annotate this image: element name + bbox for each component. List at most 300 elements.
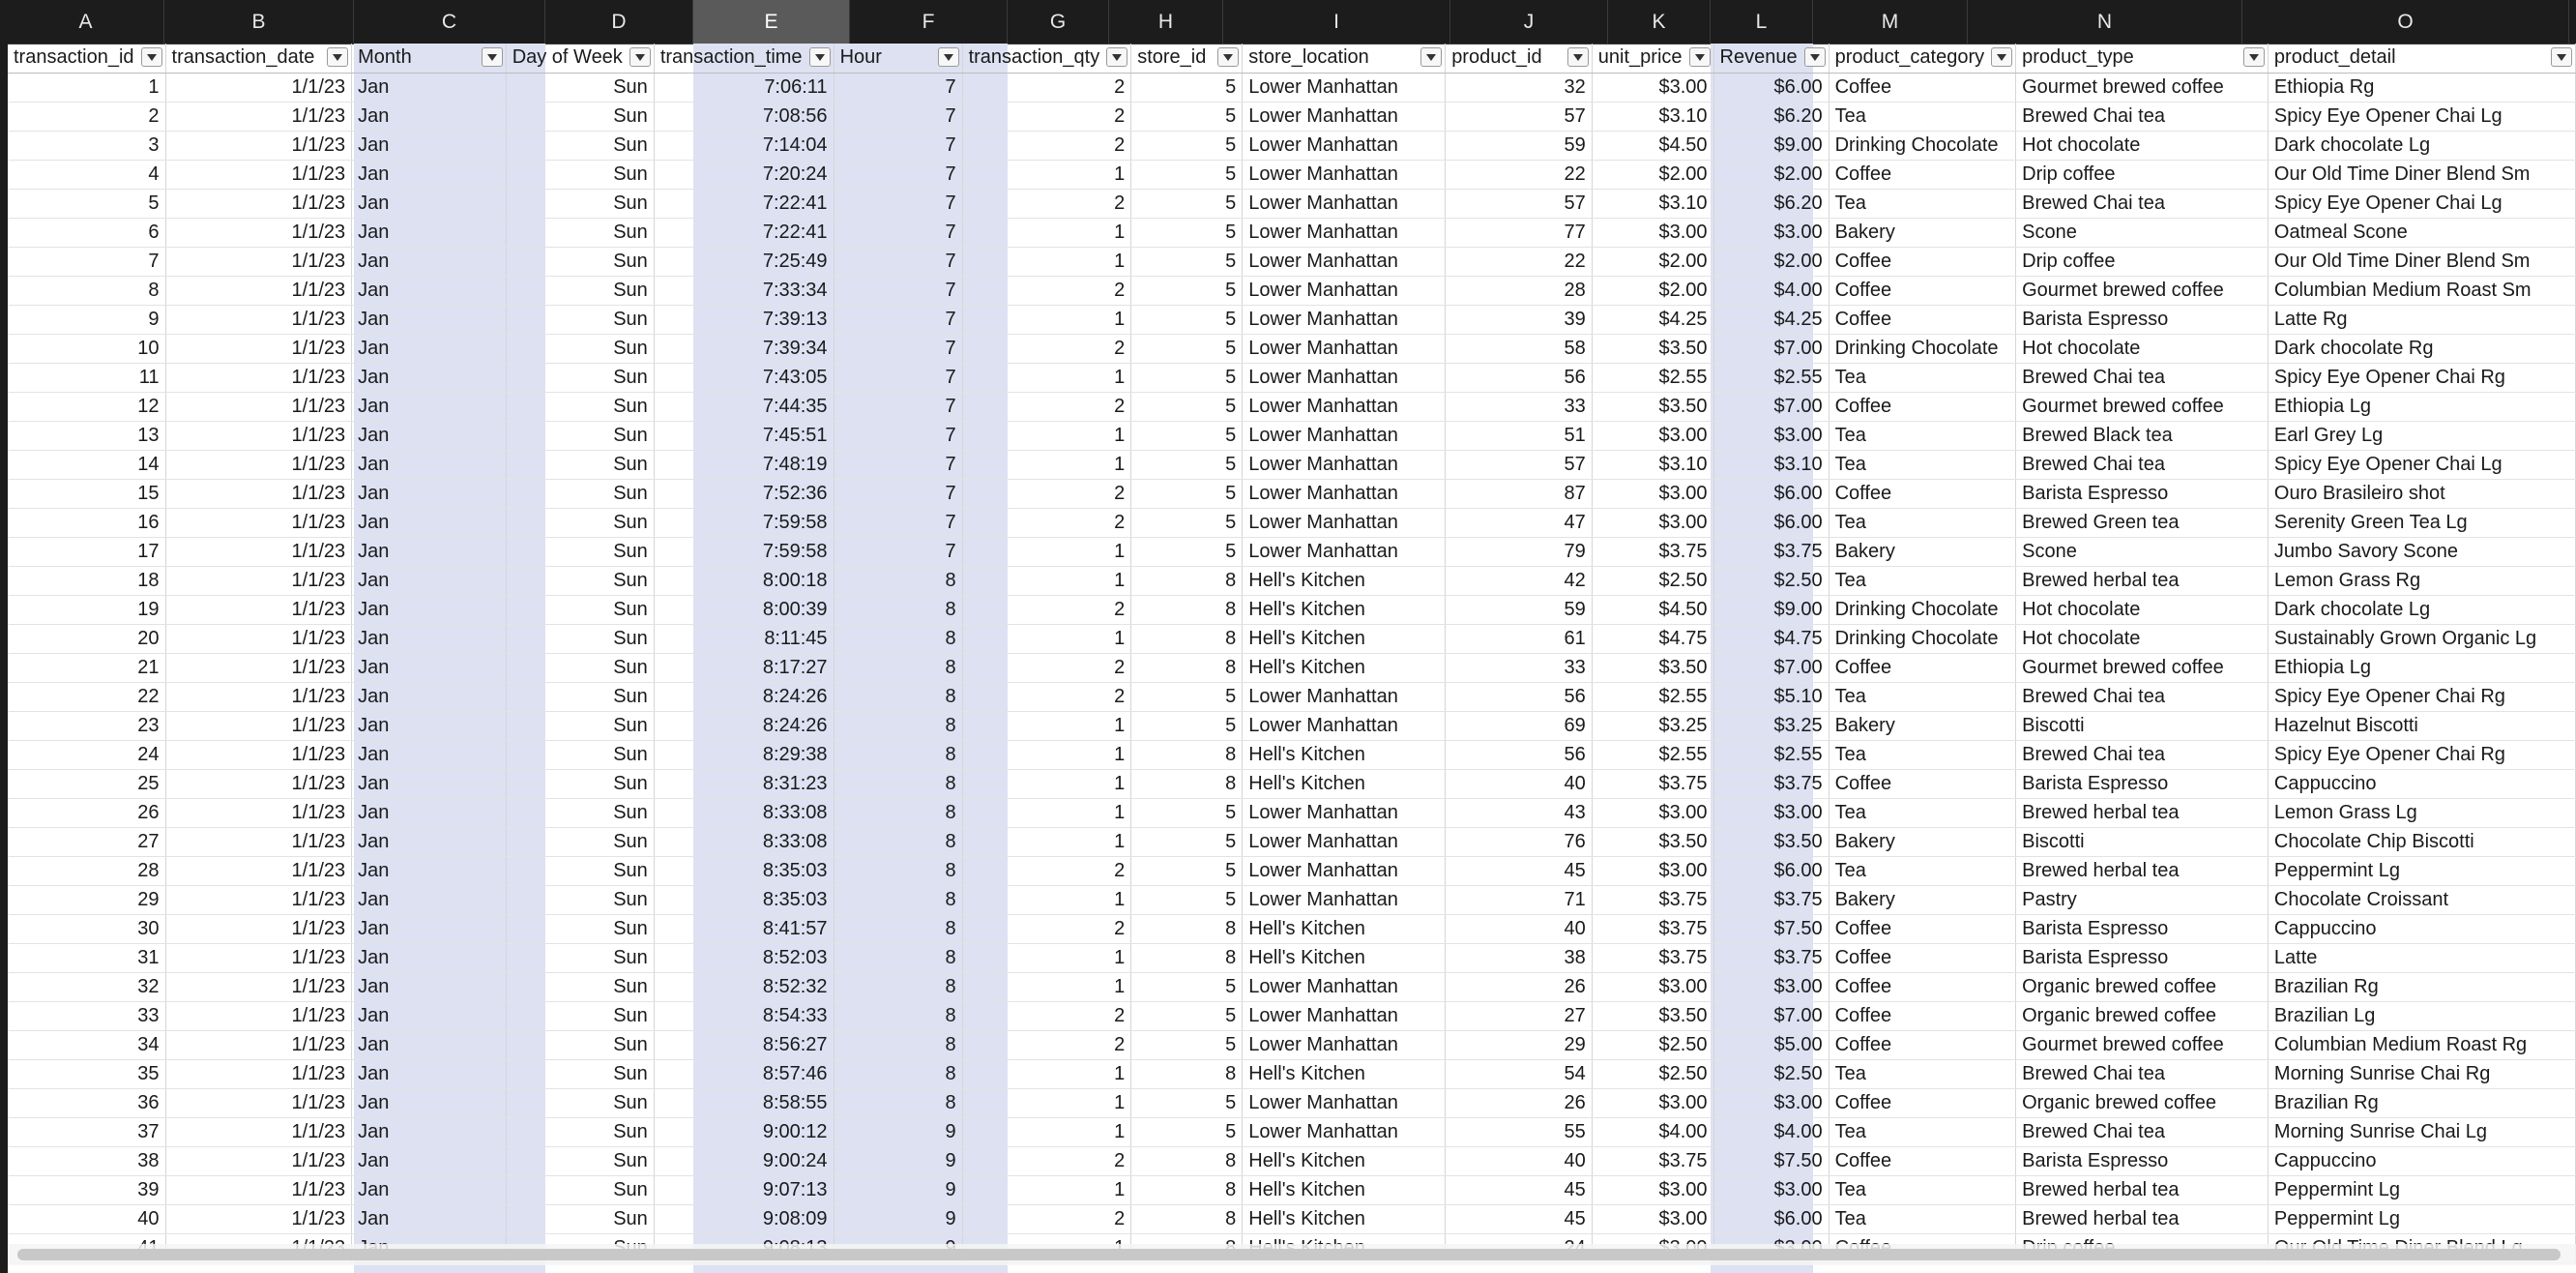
cell-k16[interactable]: $3.00 (1592, 479, 1713, 508)
cell-d11[interactable]: Sun (506, 334, 654, 363)
cell-k2[interactable]: $3.00 (1592, 73, 1713, 102)
cell-h7[interactable]: 5 (1131, 218, 1243, 247)
cell-c28[interactable]: Jan (352, 827, 507, 856)
column-letter-b[interactable]: B (164, 0, 354, 44)
cell-l17[interactable]: $6.00 (1713, 508, 1829, 537)
cell-e16[interactable]: 7:52:36 (654, 479, 834, 508)
cell-k22[interactable]: $3.50 (1592, 653, 1713, 682)
cell-b39[interactable]: 1/1/23 (165, 1146, 352, 1175)
cell-c9[interactable]: Jan (352, 276, 507, 305)
cell-m12[interactable]: Tea (1829, 363, 2016, 392)
cell-e3[interactable]: 7:08:56 (654, 102, 834, 131)
cell-o37[interactable]: Brazilian Rg (2268, 1088, 2575, 1117)
filter-dropdown-icon[interactable] (1567, 47, 1589, 67)
cell-d7[interactable]: Sun (506, 218, 654, 247)
cell-e23[interactable]: 8:24:26 (654, 682, 834, 711)
filter-dropdown-icon[interactable] (2243, 47, 2265, 67)
cell-a38[interactable]: 37 (8, 1117, 165, 1146)
cell-c39[interactable]: Jan (352, 1146, 507, 1175)
cell-a35[interactable]: 34 (8, 1030, 165, 1059)
cell-m23[interactable]: Tea (1829, 682, 2016, 711)
cell-a20[interactable]: 19 (8, 595, 165, 624)
cell-i26[interactable]: Hell's Kitchen (1243, 769, 1446, 798)
cell-o6[interactable]: Spicy Eye Opener Chai Lg (2268, 189, 2575, 218)
cell-a10[interactable]: 9 (8, 305, 165, 334)
cell-h39[interactable]: 8 (1131, 1146, 1243, 1175)
cell-h26[interactable]: 8 (1131, 769, 1243, 798)
cell-i39[interactable]: Hell's Kitchen (1243, 1146, 1446, 1175)
cell-i7[interactable]: Lower Manhattan (1243, 218, 1446, 247)
cell-e9[interactable]: 7:33:34 (654, 276, 834, 305)
cell-i40[interactable]: Hell's Kitchen (1243, 1175, 1446, 1204)
cell-a29[interactable]: 28 (8, 856, 165, 885)
cell-f8[interactable]: 7 (834, 247, 962, 276)
cell-o19[interactable]: Lemon Grass Rg (2268, 566, 2575, 595)
cell-d3[interactable]: Sun (506, 102, 654, 131)
cell-b31[interactable]: 1/1/23 (165, 914, 352, 943)
cell-f27[interactable]: 8 (834, 798, 962, 827)
cell-h18[interactable]: 5 (1131, 537, 1243, 566)
column-letter-a[interactable]: A (8, 0, 164, 44)
cell-h6[interactable]: 5 (1131, 189, 1243, 218)
cell-g9[interactable]: 2 (962, 276, 1131, 305)
cell-l22[interactable]: $7.00 (1713, 653, 1829, 682)
cell-b11[interactable]: 1/1/23 (165, 334, 352, 363)
filter-dropdown-icon[interactable] (1804, 47, 1826, 67)
cell-i4[interactable]: Lower Manhattan (1243, 131, 1446, 160)
cell-h28[interactable]: 5 (1131, 827, 1243, 856)
cell-h40[interactable]: 8 (1131, 1175, 1243, 1204)
cell-i5[interactable]: Lower Manhattan (1243, 160, 1446, 189)
cell-l29[interactable]: $6.00 (1713, 856, 1829, 885)
cell-k37[interactable]: $3.00 (1592, 1088, 1713, 1117)
cell-f26[interactable]: 8 (834, 769, 962, 798)
cell-c6[interactable]: Jan (352, 189, 507, 218)
cell-l9[interactable]: $4.00 (1713, 276, 1829, 305)
filter-dropdown-icon[interactable] (809, 47, 831, 67)
cell-l36[interactable]: $2.50 (1713, 1059, 1829, 1088)
cell-m22[interactable]: Coffee (1829, 653, 2016, 682)
cell-m3[interactable]: Tea (1829, 102, 2016, 131)
cell-c24[interactable]: Jan (352, 711, 507, 740)
cell-l39[interactable]: $7.50 (1713, 1146, 1829, 1175)
cell-o23[interactable]: Spicy Eye Opener Chai Rg (2268, 682, 2575, 711)
cell-f6[interactable]: 7 (834, 189, 962, 218)
cell-b21[interactable]: 1/1/23 (165, 624, 352, 653)
cell-i15[interactable]: Lower Manhattan (1243, 450, 1446, 479)
cell-m37[interactable]: Coffee (1829, 1088, 2016, 1117)
cell-m25[interactable]: Tea (1829, 740, 2016, 769)
cell-b22[interactable]: 1/1/23 (165, 653, 352, 682)
cell-e29[interactable]: 8:35:03 (654, 856, 834, 885)
column-letter-n[interactable]: N (1968, 0, 2242, 44)
cell-e14[interactable]: 7:45:51 (654, 421, 834, 450)
cell-f22[interactable]: 8 (834, 653, 962, 682)
cell-i33[interactable]: Lower Manhattan (1243, 972, 1446, 1001)
cell-f23[interactable]: 8 (834, 682, 962, 711)
cell-j28[interactable]: 76 (1446, 827, 1593, 856)
cell-f37[interactable]: 8 (834, 1088, 962, 1117)
cell-f4[interactable]: 7 (834, 131, 962, 160)
cell-f2[interactable]: 7 (834, 73, 962, 102)
cell-o34[interactable]: Brazilian Lg (2268, 1001, 2575, 1030)
cell-c35[interactable]: Jan (352, 1030, 507, 1059)
cell-n6[interactable]: Brewed Chai tea (2016, 189, 2269, 218)
cell-l34[interactable]: $7.00 (1713, 1001, 1829, 1030)
cell-k3[interactable]: $3.10 (1592, 102, 1713, 131)
header-cell-g[interactable] (962, 44, 1131, 73)
cell-f20[interactable]: 8 (834, 595, 962, 624)
cell-h16[interactable]: 5 (1131, 479, 1243, 508)
header-cell-f[interactable] (834, 44, 962, 73)
cell-j15[interactable]: 57 (1446, 450, 1593, 479)
cell-m38[interactable]: Tea (1829, 1117, 2016, 1146)
cell-m10[interactable]: Coffee (1829, 305, 2016, 334)
cell-m20[interactable]: Drinking Chocolate (1829, 595, 2016, 624)
cell-c15[interactable]: Jan (352, 450, 507, 479)
cell-m29[interactable]: Tea (1829, 856, 2016, 885)
cell-d35[interactable]: Sun (506, 1030, 654, 1059)
column-letter-i[interactable]: I (1223, 0, 1450, 44)
cell-f39[interactable]: 9 (834, 1146, 962, 1175)
header-cell-k[interactable] (1592, 44, 1713, 73)
row-header-gutter[interactable] (0, 44, 8, 1273)
cell-j3[interactable]: 57 (1446, 102, 1593, 131)
cell-k10[interactable]: $4.25 (1592, 305, 1713, 334)
cell-b30[interactable]: 1/1/23 (165, 885, 352, 914)
cell-g41[interactable]: 2 (962, 1204, 1131, 1233)
cell-c18[interactable]: Jan (352, 537, 507, 566)
cell-o2[interactable]: Ethiopia Rg (2268, 73, 2575, 102)
cell-n10[interactable]: Barista Espresso (2016, 305, 2269, 334)
cell-a9[interactable]: 8 (8, 276, 165, 305)
column-letter-o[interactable]: O (2242, 0, 2569, 44)
cell-i23[interactable]: Lower Manhattan (1243, 682, 1446, 711)
cell-d18[interactable]: Sun (506, 537, 654, 566)
cell-c40[interactable]: Jan (352, 1175, 507, 1204)
cell-b17[interactable]: 1/1/23 (165, 508, 352, 537)
cell-c33[interactable]: Jan (352, 972, 507, 1001)
cell-e18[interactable]: 7:59:58 (654, 537, 834, 566)
cell-m15[interactable]: Tea (1829, 450, 2016, 479)
cell-f13[interactable]: 7 (834, 392, 962, 421)
cell-d39[interactable]: Sun (506, 1146, 654, 1175)
cell-g30[interactable]: 1 (962, 885, 1131, 914)
cell-k17[interactable]: $3.00 (1592, 508, 1713, 537)
cell-c25[interactable]: Jan (352, 740, 507, 769)
cell-k41[interactable]: $3.00 (1592, 1204, 1713, 1233)
cell-k4[interactable]: $4.50 (1592, 131, 1713, 160)
cell-n27[interactable]: Brewed herbal tea (2016, 798, 2269, 827)
cell-d27[interactable]: Sun (506, 798, 654, 827)
cell-m16[interactable]: Coffee (1829, 479, 2016, 508)
cell-i28[interactable]: Lower Manhattan (1243, 827, 1446, 856)
cell-o33[interactable]: Brazilian Rg (2268, 972, 2575, 1001)
cell-a36[interactable]: 35 (8, 1059, 165, 1088)
cell-l41[interactable]: $6.00 (1713, 1204, 1829, 1233)
cell-b14[interactable]: 1/1/23 (165, 421, 352, 450)
cell-c17[interactable]: Jan (352, 508, 507, 537)
cell-h19[interactable]: 8 (1131, 566, 1243, 595)
cell-e32[interactable]: 8:52:03 (654, 943, 834, 972)
filter-dropdown-icon[interactable] (629, 47, 651, 67)
cell-h37[interactable]: 5 (1131, 1088, 1243, 1117)
cell-f34[interactable]: 8 (834, 1001, 962, 1030)
cell-e11[interactable]: 7:39:34 (654, 334, 834, 363)
cell-e22[interactable]: 8:17:27 (654, 653, 834, 682)
cell-o11[interactable]: Dark chocolate Rg (2268, 334, 2575, 363)
cell-i13[interactable]: Lower Manhattan (1243, 392, 1446, 421)
cell-d9[interactable]: Sun (506, 276, 654, 305)
cell-a27[interactable]: 26 (8, 798, 165, 827)
cell-j19[interactable]: 42 (1446, 566, 1593, 595)
cell-j35[interactable]: 29 (1446, 1030, 1593, 1059)
cell-b26[interactable]: 1/1/23 (165, 769, 352, 798)
cell-k26[interactable]: $3.75 (1592, 769, 1713, 798)
cell-g3[interactable]: 2 (962, 102, 1131, 131)
cell-j10[interactable]: 39 (1446, 305, 1593, 334)
cell-g27[interactable]: 1 (962, 798, 1131, 827)
cell-k18[interactable]: $3.75 (1592, 537, 1713, 566)
cell-o24[interactable]: Hazelnut Biscotti (2268, 711, 2575, 740)
cell-b34[interactable]: 1/1/23 (165, 1001, 352, 1030)
cell-n26[interactable]: Barista Espresso (2016, 769, 2269, 798)
cell-i34[interactable]: Lower Manhattan (1243, 1001, 1446, 1030)
cell-o35[interactable]: Columbian Medium Roast Rg (2268, 1030, 2575, 1059)
cell-e28[interactable]: 8:33:08 (654, 827, 834, 856)
cell-e25[interactable]: 8:29:38 (654, 740, 834, 769)
cell-i18[interactable]: Lower Manhattan (1243, 537, 1446, 566)
cell-g34[interactable]: 2 (962, 1001, 1131, 1030)
cell-a26[interactable]: 25 (8, 769, 165, 798)
cell-l10[interactable]: $4.25 (1713, 305, 1829, 334)
cell-m4[interactable]: Drinking Chocolate (1829, 131, 2016, 160)
filter-dropdown-icon[interactable] (327, 47, 348, 67)
cell-n24[interactable]: Biscotti (2016, 711, 2269, 740)
cell-e33[interactable]: 8:52:32 (654, 972, 834, 1001)
cell-b23[interactable]: 1/1/23 (165, 682, 352, 711)
cell-c36[interactable]: Jan (352, 1059, 507, 1088)
cell-o28[interactable]: Chocolate Chip Biscotti (2268, 827, 2575, 856)
cell-f32[interactable]: 8 (834, 943, 962, 972)
cell-e4[interactable]: 7:14:04 (654, 131, 834, 160)
cell-k35[interactable]: $2.50 (1592, 1030, 1713, 1059)
cell-g40[interactable]: 1 (962, 1175, 1131, 1204)
cell-m19[interactable]: Tea (1829, 566, 2016, 595)
cell-h13[interactable]: 5 (1131, 392, 1243, 421)
cell-j11[interactable]: 58 (1446, 334, 1593, 363)
cell-a4[interactable]: 3 (8, 131, 165, 160)
header-cell-n[interactable] (2016, 44, 2269, 73)
cell-a41[interactable]: 40 (8, 1204, 165, 1233)
cell-i12[interactable]: Lower Manhattan (1243, 363, 1446, 392)
cell-g37[interactable]: 1 (962, 1088, 1131, 1117)
cell-e36[interactable]: 8:57:46 (654, 1059, 834, 1088)
cell-h3[interactable]: 5 (1131, 102, 1243, 131)
cell-n2[interactable]: Gourmet brewed coffee (2016, 73, 2269, 102)
cell-d29[interactable]: Sun (506, 856, 654, 885)
cell-k23[interactable]: $2.55 (1592, 682, 1713, 711)
cell-l35[interactable]: $5.00 (1713, 1030, 1829, 1059)
cell-o30[interactable]: Chocolate Croissant (2268, 885, 2575, 914)
cell-n19[interactable]: Brewed herbal tea (2016, 566, 2269, 595)
cell-k24[interactable]: $3.25 (1592, 711, 1713, 740)
cell-g11[interactable]: 2 (962, 334, 1131, 363)
cell-d15[interactable]: Sun (506, 450, 654, 479)
cell-j31[interactable]: 40 (1446, 914, 1593, 943)
cell-c37[interactable]: Jan (352, 1088, 507, 1117)
header-cell-h[interactable] (1131, 44, 1243, 73)
cell-a18[interactable]: 17 (8, 537, 165, 566)
cell-i11[interactable]: Lower Manhattan (1243, 334, 1446, 363)
cell-k7[interactable]: $3.00 (1592, 218, 1713, 247)
cell-c4[interactable]: Jan (352, 131, 507, 160)
cell-j29[interactable]: 45 (1446, 856, 1593, 885)
cell-c16[interactable]: Jan (352, 479, 507, 508)
cell-o36[interactable]: Morning Sunrise Chai Rg (2268, 1059, 2575, 1088)
cell-a8[interactable]: 7 (8, 247, 165, 276)
cell-o29[interactable]: Peppermint Lg (2268, 856, 2575, 885)
cell-k28[interactable]: $3.50 (1592, 827, 1713, 856)
cell-g12[interactable]: 1 (962, 363, 1131, 392)
cell-e20[interactable]: 8:00:39 (654, 595, 834, 624)
cell-f17[interactable]: 7 (834, 508, 962, 537)
cell-k13[interactable]: $3.50 (1592, 392, 1713, 421)
cell-b25[interactable]: 1/1/23 (165, 740, 352, 769)
filter-dropdown-icon[interactable] (1689, 47, 1711, 67)
cell-c30[interactable]: Jan (352, 885, 507, 914)
cell-a21[interactable]: 20 (8, 624, 165, 653)
cell-d17[interactable]: Sun (506, 508, 654, 537)
cell-g20[interactable]: 2 (962, 595, 1131, 624)
cell-h36[interactable]: 8 (1131, 1059, 1243, 1088)
column-letter-h[interactable]: H (1109, 0, 1223, 44)
cell-j34[interactable]: 27 (1446, 1001, 1593, 1030)
cell-c8[interactable]: Jan (352, 247, 507, 276)
cell-g39[interactable]: 2 (962, 1146, 1131, 1175)
cell-i29[interactable]: Lower Manhattan (1243, 856, 1446, 885)
cell-d33[interactable]: Sun (506, 972, 654, 1001)
cell-j41[interactable]: 45 (1446, 1204, 1593, 1233)
cell-d37[interactable]: Sun (506, 1088, 654, 1117)
cell-h30[interactable]: 5 (1131, 885, 1243, 914)
cell-i37[interactable]: Lower Manhattan (1243, 1088, 1446, 1117)
cell-k32[interactable]: $3.75 (1592, 943, 1713, 972)
cell-o16[interactable]: Ouro Brasileiro shot (2268, 479, 2575, 508)
cell-l15[interactable]: $3.10 (1713, 450, 1829, 479)
cell-n38[interactable]: Brewed Chai tea (2016, 1117, 2269, 1146)
cell-n30[interactable]: Pastry (2016, 885, 2269, 914)
cell-a5[interactable]: 4 (8, 160, 165, 189)
cell-c12[interactable]: Jan (352, 363, 507, 392)
cell-l30[interactable]: $3.75 (1713, 885, 1829, 914)
cell-j7[interactable]: 77 (1446, 218, 1593, 247)
cell-e37[interactable]: 8:58:55 (654, 1088, 834, 1117)
cell-i31[interactable]: Hell's Kitchen (1243, 914, 1446, 943)
cell-n35[interactable]: Gourmet brewed coffee (2016, 1030, 2269, 1059)
cell-d13[interactable]: Sun (506, 392, 654, 421)
cell-j22[interactable]: 33 (1446, 653, 1593, 682)
cell-o32[interactable]: Latte (2268, 943, 2575, 972)
cell-c7[interactable]: Jan (352, 218, 507, 247)
cell-m28[interactable]: Bakery (1829, 827, 2016, 856)
header-cell-e[interactable] (654, 44, 834, 73)
cell-m14[interactable]: Tea (1829, 421, 2016, 450)
cell-k6[interactable]: $3.10 (1592, 189, 1713, 218)
cell-e27[interactable]: 8:33:08 (654, 798, 834, 827)
cell-k40[interactable]: $3.00 (1592, 1175, 1713, 1204)
cell-l26[interactable]: $3.75 (1713, 769, 1829, 798)
cell-e15[interactable]: 7:48:19 (654, 450, 834, 479)
cell-e19[interactable]: 8:00:18 (654, 566, 834, 595)
cell-h12[interactable]: 5 (1131, 363, 1243, 392)
cell-g28[interactable]: 1 (962, 827, 1131, 856)
cell-m26[interactable]: Coffee (1829, 769, 2016, 798)
cell-n36[interactable]: Brewed Chai tea (2016, 1059, 2269, 1088)
cell-f11[interactable]: 7 (834, 334, 962, 363)
cell-c31[interactable]: Jan (352, 914, 507, 943)
cell-f35[interactable]: 8 (834, 1030, 962, 1059)
cell-b20[interactable]: 1/1/23 (165, 595, 352, 624)
cell-e26[interactable]: 8:31:23 (654, 769, 834, 798)
cell-f7[interactable]: 7 (834, 218, 962, 247)
cell-j21[interactable]: 61 (1446, 624, 1593, 653)
cell-b28[interactable]: 1/1/23 (165, 827, 352, 856)
cell-m2[interactable]: Coffee (1829, 73, 2016, 102)
cell-a23[interactable]: 22 (8, 682, 165, 711)
cell-b16[interactable]: 1/1/23 (165, 479, 352, 508)
cell-j27[interactable]: 43 (1446, 798, 1593, 827)
cell-c5[interactable]: Jan (352, 160, 507, 189)
cell-a37[interactable]: 36 (8, 1088, 165, 1117)
cell-j24[interactable]: 69 (1446, 711, 1593, 740)
cell-j2[interactable]: 32 (1446, 73, 1593, 102)
cell-j20[interactable]: 59 (1446, 595, 1593, 624)
cell-n21[interactable]: Hot chocolate (2016, 624, 2269, 653)
cell-n29[interactable]: Brewed herbal tea (2016, 856, 2269, 885)
cell-e7[interactable]: 7:22:41 (654, 218, 834, 247)
cell-g19[interactable]: 1 (962, 566, 1131, 595)
cell-f29[interactable]: 8 (834, 856, 962, 885)
cell-d31[interactable]: Sun (506, 914, 654, 943)
cell-f25[interactable]: 8 (834, 740, 962, 769)
cell-k29[interactable]: $3.00 (1592, 856, 1713, 885)
cell-b29[interactable]: 1/1/23 (165, 856, 352, 885)
cell-j26[interactable]: 40 (1446, 769, 1593, 798)
cell-c38[interactable]: Jan (352, 1117, 507, 1146)
cell-h10[interactable]: 5 (1131, 305, 1243, 334)
cell-j39[interactable]: 40 (1446, 1146, 1593, 1175)
cell-b8[interactable]: 1/1/23 (165, 247, 352, 276)
cell-i19[interactable]: Hell's Kitchen (1243, 566, 1446, 595)
cell-d21[interactable]: Sun (506, 624, 654, 653)
cell-m35[interactable]: Coffee (1829, 1030, 2016, 1059)
cell-j32[interactable]: 38 (1446, 943, 1593, 972)
cell-k39[interactable]: $3.75 (1592, 1146, 1713, 1175)
cell-k15[interactable]: $3.10 (1592, 450, 1713, 479)
cell-d19[interactable]: Sun (506, 566, 654, 595)
cell-n3[interactable]: Brewed Chai tea (2016, 102, 2269, 131)
cell-n13[interactable]: Gourmet brewed coffee (2016, 392, 2269, 421)
filter-dropdown-icon[interactable] (1420, 47, 1442, 67)
cell-i10[interactable]: Lower Manhattan (1243, 305, 1446, 334)
cell-a31[interactable]: 30 (8, 914, 165, 943)
cell-l21[interactable]: $4.75 (1713, 624, 1829, 653)
cell-a25[interactable]: 24 (8, 740, 165, 769)
cell-h31[interactable]: 8 (1131, 914, 1243, 943)
cell-e6[interactable]: 7:22:41 (654, 189, 834, 218)
cell-a33[interactable]: 32 (8, 972, 165, 1001)
